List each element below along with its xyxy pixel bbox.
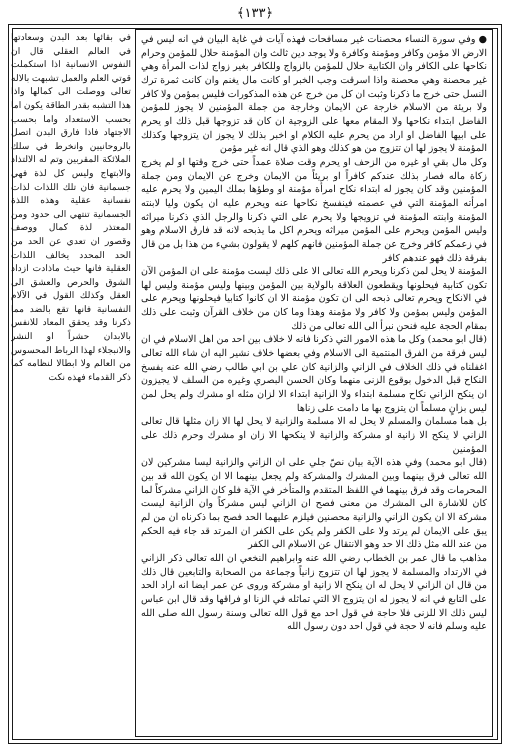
main-paragraph: المؤمنة لا يحل لمن ذكرنا ويحرم الله تعالى الا على ذلك ليست مؤمنة على ان المؤمن الآن تكون كتابية فيحلونها ويقطعون العلاقة بالولاية بين المؤمن وبينها وليس مؤمنة وليس لها في الانكاح ويحرم تعالى ذبحه الى ان تكون مؤمنة الا ان كانوا كتابيا فيحلونها ويحرم على المؤمن وليس بمؤمن ولا كافر ولا مؤمنة وهذا وما كان من خلاف القرآن وثبت على ذلك بمقام الحجة عليه فنحن نبرأ الى الله تعالى من ذلك [141, 266, 487, 332]
margin-paragraph: في بقائها بعد البدن وسعادتها في العالم العقلي قال ان النفوس الانسانية اذا استكملت قوتي العلم والعمل تشبهت بالاله تعالى ووصلت الى كمالها واذا هذا التشبه بقدر الطاقة يكون اما بحسب الاستعداد واما بحسب الاجتهاد فاذا فارق البدن اتصل بالروحانيين وانخرط في سلك الملائكة المقربين وتم له الالتذاذ والابتهاج وليس كل لذة فهي جسمانية فان تلك اللذات لذات نفسانية عقلية وهذه اللذة الجسمانية تنتهي الى حدود ومن المعتذر لذة كمال ووصف وقصور ان تعدي عن الحد من الحد المحدد يخالف اللذات العقلية فانها حيث ماذادت ازداد الشوق والحرص والعشق الى العقل وكذلك القول في الآلام النفسانية فانها تقع بالضد مما ذكرنا وقد يحقق المعاد للانفس بالابدان حشراً او النشر والانبجلاء لهذا الرباط المحسوس من العالم ولا ابطالا لنظامه كما ذكر القدماء فهذه نكت [11, 32, 131, 383]
main-paragraph: وكل مال بقي او غيره من الزحف او يحرم وقت صلاة عمداً حتى خرج وقتها او لم يخرج زكاة ماله فصار بذلك عندكم كافراً او بريئاً من الايمان وخرج عن الايمان ومن جملة المؤمنين وقد كان يجوز له ابتداء نكاح امرأة مؤمنة او وطؤها بملك اليمين ولا يحرم عليه امرأته المؤمنة التي في عصمته فينفسخ نكاحها عنه ويحرم عليه ان يكون وليا لابنته المؤمنة وابنته المؤمنة في تزويجها ولا يحرم على التي ذكرنا والرجل الذي ذكرنا ميراثه وليس المؤمن ويحرم على المؤمن ميراثه ويحرم اكل ما يذبحه لانه قد فارق الاسلام وهو في زعمكم كافر وخرج عن جملة المؤمنين فانهم كلهم لا يقولون بشيء من هذا بل من قال بفرقة ذلك فهو عندهم كافر [141, 156, 487, 264]
main-text-column [135, 29, 493, 737]
main-paragraph: (قال ابو محمد) وفي هذه الآية بيان نصّ جلي على ان الزاني والزانية ليسا مشركين لان الله تعالى فرق بينهما وبين المشرك والمشركة ولم يجعل بينهما الا ان يكون الله قد بين المحرمات وقد فرق بينهما في اللفظ المتقدم والمتأخر في الآية فلو كان الزاني مشركاً لما كان للاشارة الى المشرك من معنى فصح ان الزاني ليس مشركاً وان الزانية ليست مشركة الا ان يكون الزاني والزانية محصنين فيلزم عليهما الحد فصح بما ذكرناه ان من لم يبق على الايمان لم يرتد ولا على الكفر ولم يكن على الكفر ان المرتد قد جاء فيه الحكم من عند الله مثل ذلك الا حد وهو الانتقال عن الاسلام الى الكفر [141, 457, 487, 551]
main-paragraph: مذاهب ما قال عمر بن الخطاب رضي الله عنه وابراهيم النخعي ان الله تعالى ذكر الزاني في الارتداد والمسلمة لا يجوز لها ان تتزوج زانياً وجماعة من الصحابة والتابعين قال ذلك من قال ان الزاني لا يحل له ان ينكح الا زانية او مشركة وروى عن عمر ايضا انه اراد الحد على التابع في انه لا يجوز له ان يتزوج الا التي تماثله في الزنا او فراقها وقد قال ابن عباس ليس ذلك الا للزنى فلا حاجة في قول احد مع قول الله تعالى وسنة رسول الله صلى الله عليه وسلم فانه لا حجة في قول احد دون رسول الله [141, 552, 487, 633]
page-number: ﴿١٣٣﴾ [236, 6, 274, 21]
page-frame [8, 24, 502, 744]
main-paragraph: (قال ابو محمد) وكل ما هذه الامور التي ذكرنا فانه لا خلاف بين احد من اهل الاسلام في ان ليس فرقة من الفرق المنتمية الى الاسلام وفي بعضها خلاف نشير اليه ان شاء الله تعالى اغفلناه في ذلك الخلاف في الزاني والزانية كان علي بن ابي طالب رضي الله عنه يفسخ النكاح قبل الدخول بوقوع الزنى منهما وكان الحسن البصري وغيره من السلف لا يجيزون ان ينكح الزاني نكاح مسلمة ابتداء ولا الزانية ابتداء الا لزان مثله او مشرك ولم يحل لمن ليس بزانٍ مسلماً ان يتزوج بها ما دامت على زناها [141, 334, 487, 414]
margin-commentary-column [11, 31, 131, 691]
main-paragraph: بل هما مسلمان والمسلم لا يحل له الا مسلمة والزانية لا يحل لها الا زان مثلها قال تعالى الزاني لا ينكح الا زانية او مشركة والزانية لا ينكحها الا زان او مشرك وحرم ذلك على المؤمنين [141, 416, 487, 455]
main-paragraph: ● وفي سورة النساء محصنات غير مسافحات فهذه آيات في غاية البيان في انه ليس في الارض الا مؤمن وكافر ومؤمنة وكافرة ولا يوجد دين ثالث وان المؤمنة حلال للمؤمن وحرام نكاحها على الكافر وان الكتابية حلال للمؤمن بالزواج وللكافر بغير زواج لذات المرأة وهي غير محصنة وهي محصنة واذا اسرقت وجب الخبر او كانت مال يغنم وان كانت ثمرة ترك النسل حتى خرج ما ذكرنا وثبت ان كل من خرج عن هذه المذكورات فليس بمؤمن ولا كافر ولا بريئة من الاسلام خارجة عن الايمان وخارجة من جملة المؤمنين لا يجوز للمؤمن الفاضل ابتداء نكاحها ولا المقام معها على الزوجية ان كان قد تزوجها قبل ذلك او يحرم على ابيها الفاضل او اراد من يحرم عليه الكلام او اخبر بذلك لا يجوز ان يتزوجها وكذلك المؤمنة لا يجوز لها ان تتزوج من هو كذلك وهو الذي قال انه غير مؤمن [141, 34, 487, 155]
